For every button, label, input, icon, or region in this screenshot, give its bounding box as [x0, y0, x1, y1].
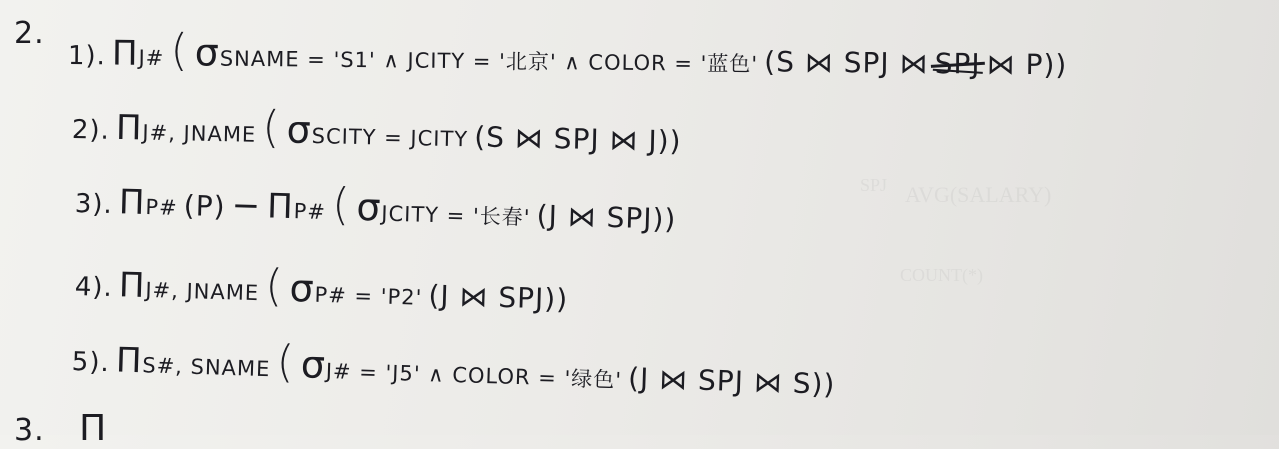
item-label: 4). [74, 272, 114, 304]
item-label: 3). [74, 189, 114, 221]
answer-line-4 [74, 255, 569, 320]
projection-attributes: J# [138, 45, 165, 71]
open-paren: ( [170, 25, 189, 77]
bleed-through-text: AVG(SALARY) [905, 182, 1052, 207]
open-paren: ( [275, 336, 296, 388]
open-paren: ( [261, 101, 282, 154]
item-label: 5). [71, 347, 111, 379]
projection-symbol-2: Π [266, 186, 295, 228]
relation-expression: (P) [183, 189, 226, 224]
projection-symbol: Π [118, 265, 147, 306]
projection-attributes: P# [145, 194, 178, 220]
question-number: 2. [14, 16, 45, 51]
projection-symbol: Π [111, 33, 139, 74]
selection-symbol: σ [289, 266, 316, 311]
open-paren: ( [331, 179, 352, 231]
item-label: 2). [71, 115, 111, 146]
relation-expression: (J ⋈ SPJ)) [428, 278, 569, 316]
selection-symbol: σ [286, 107, 313, 153]
answer-line-1 [68, 24, 1068, 85]
selection-symbol: σ [355, 184, 383, 230]
answer-line-5 [71, 330, 836, 405]
next-question-number: 3. [14, 413, 45, 448]
struck-out-text: SPJ [934, 47, 981, 81]
selection-symbol: σ [194, 30, 221, 75]
bleed-through-text: COUNT(*) [900, 265, 983, 285]
projection-symbol: Π [115, 340, 144, 382]
selection-condition: JCITY = '长春' [381, 201, 531, 230]
selection-condition: SCITY = JCITY [311, 124, 469, 152]
projection-symbol: Π [118, 182, 147, 223]
answer-line-2 [71, 98, 682, 162]
selection-condition: SNAME = 'S1' ∧ JCITY = '北京' ∧ COLOR = '蓝色' [219, 46, 759, 77]
projection-symbol: Π [115, 107, 143, 149]
selection-condition: J# = 'J5' ∧ COLOR = '绿色' [325, 358, 623, 393]
selection-condition: P# = 'P2' [314, 282, 423, 310]
difference-operator: − [231, 185, 262, 227]
selection-symbol: σ [300, 342, 327, 387]
next-question-partial [14, 408, 107, 449]
item-label: 1). [67, 41, 107, 72]
relation-expression-end: ⋈ P)) [986, 47, 1068, 82]
projection-symbol: Π [79, 408, 108, 449]
open-paren: ( [264, 260, 285, 312]
projection-attributes: S#, SNAME [141, 353, 271, 382]
relation-expression-2: (J ⋈ SPJ)) [536, 198, 677, 236]
bleed-through-text: SPJ [860, 175, 888, 195]
projection-attributes: J#, JNAME [145, 277, 260, 306]
relation-expression: (S ⋈ SPJ ⋈ J)) [473, 120, 682, 158]
projection-attributes: J#, JNAME [142, 120, 257, 147]
answer-line-3 [74, 172, 677, 240]
projection-attributes-2: P# [293, 199, 327, 225]
relation-expression: (J ⋈ SPJ ⋈ S)) [627, 361, 836, 401]
relation-expression: (S ⋈ SPJ ⋈ [764, 45, 929, 81]
